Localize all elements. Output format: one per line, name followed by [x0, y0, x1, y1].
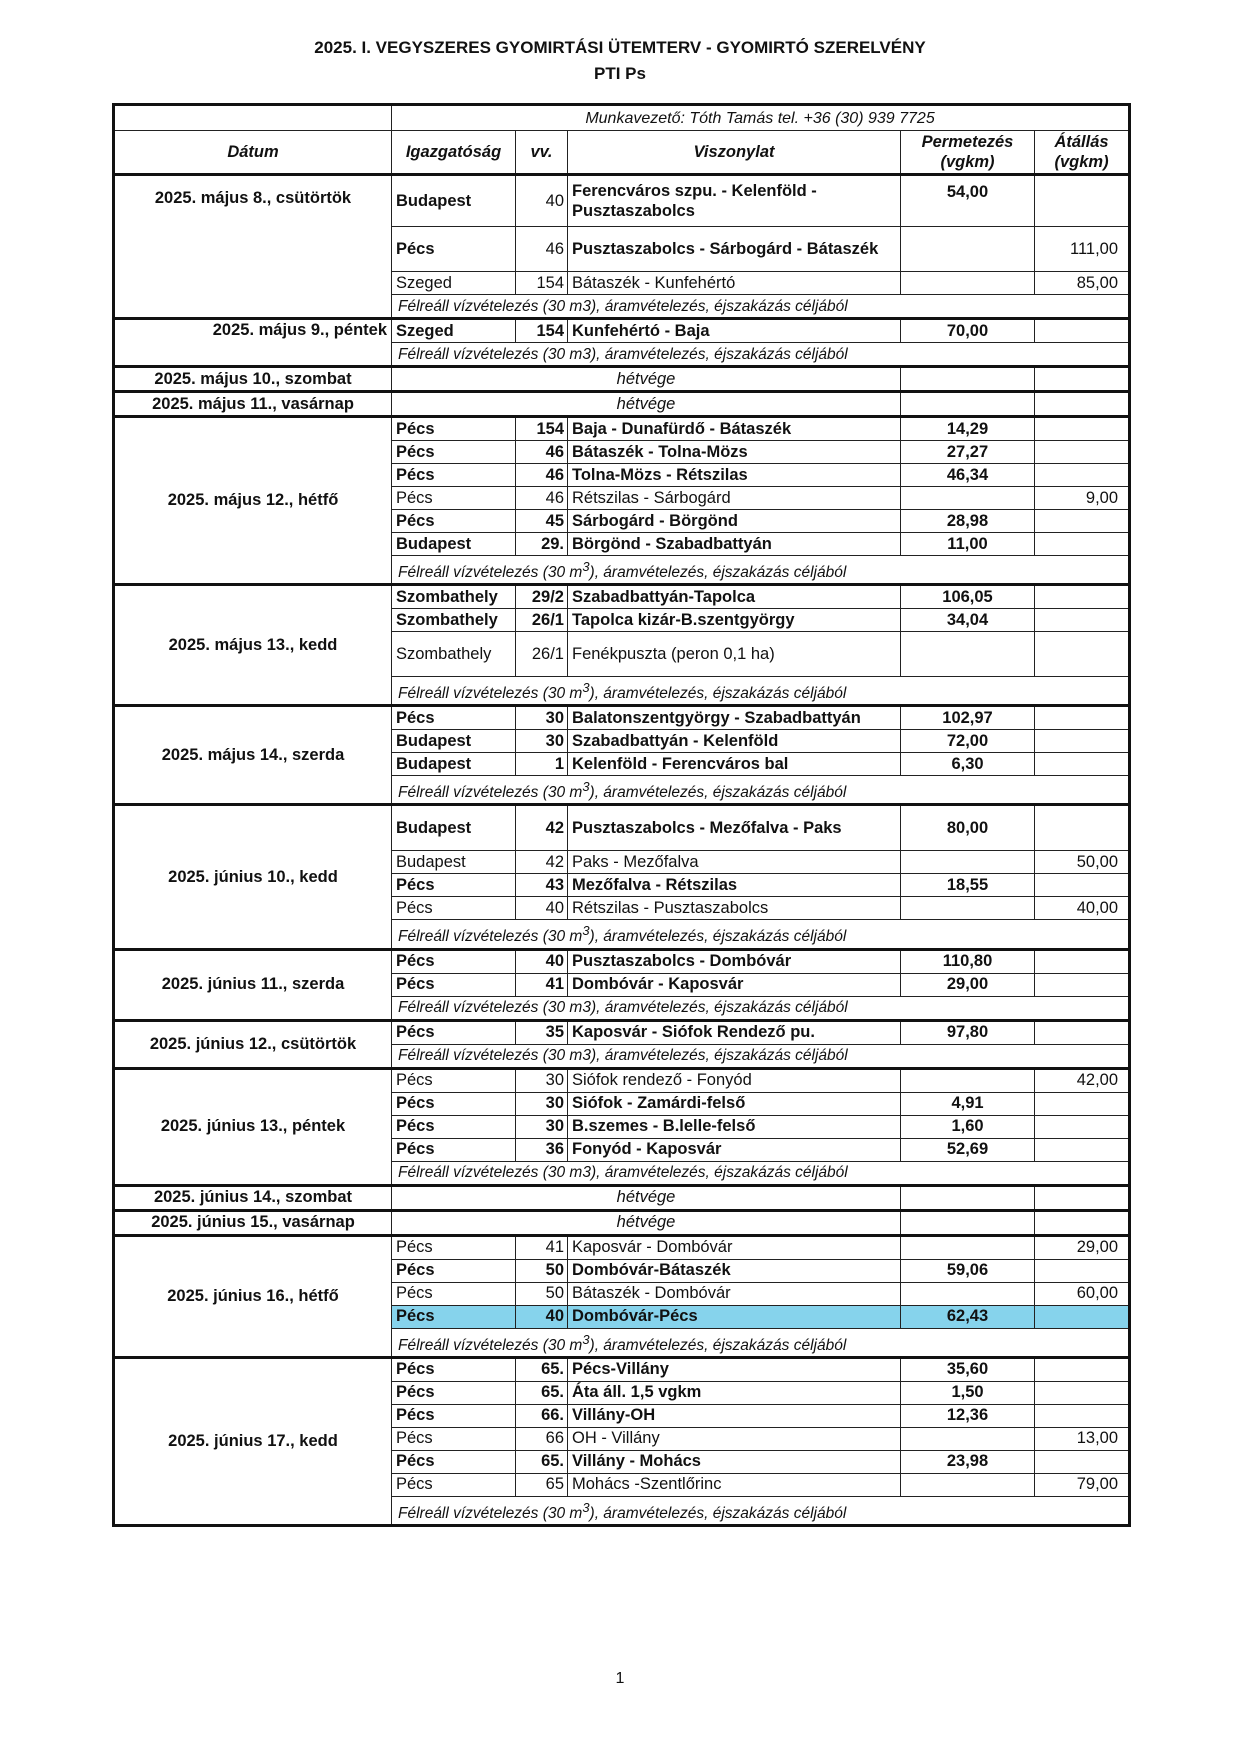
route: Börgönd - Szabadbattyán — [568, 533, 901, 556]
note: Félreáll vízvételezés (30 $m^3$), áramvételezés, éjszakázás céljából — [392, 776, 1130, 805]
col-header-spray: Permetezés (vgkm) — [901, 131, 1035, 175]
directorate: Budapest — [392, 753, 516, 776]
transit-km — [1035, 805, 1130, 851]
directorate: Pécs — [392, 1259, 516, 1282]
directorate: Pécs — [392, 1020, 516, 1044]
route: Dombóvár-Bátaszék — [568, 1259, 901, 1282]
line-number: 42 — [516, 851, 568, 874]
directorate: Pécs — [392, 1092, 516, 1115]
line-number: 36 — [516, 1138, 568, 1161]
directorate: Szombathely — [392, 609, 516, 632]
directorate: Pécs — [392, 1115, 516, 1138]
route: Bátaszék - Kunfehértó — [568, 272, 901, 295]
route: Pusztaszabolcs - Dombóvár — [568, 949, 901, 973]
directorate: Budapest — [392, 175, 516, 227]
day-date: 2025. május 13., kedd — [114, 585, 392, 706]
weekend-label: hétvége — [392, 1210, 901, 1235]
line-number: 30 — [516, 1068, 568, 1092]
route: Rétszilas - Sárbogárd — [568, 487, 901, 510]
spray-km: 80,00 — [901, 805, 1035, 851]
day-date: 2025. május 11., vasárnap — [114, 392, 392, 417]
route: Mezőfalva - Rétszilas — [568, 874, 901, 897]
spray-km: 29,00 — [901, 973, 1035, 996]
line-number: 66 — [516, 1427, 568, 1450]
route: Tapolca kizár-B.szentgyörgy — [568, 609, 901, 632]
spray-km — [901, 1427, 1035, 1450]
note: Félreáll vízvételezés (30 $m^3$), áramvételezés, éjszakázás céljából — [392, 1496, 1130, 1525]
route: Rétszilas - Pusztaszabolcs — [568, 897, 901, 920]
spray-km: 18,55 — [901, 874, 1035, 897]
transit-km: 60,00 — [1035, 1282, 1130, 1305]
spray-km — [901, 897, 1035, 920]
line-number: 30 — [516, 1092, 568, 1115]
transit-km — [1035, 753, 1130, 776]
transit-km — [1035, 1115, 1130, 1138]
route: Villány - Mohács — [568, 1450, 901, 1473]
note: Félreáll vízvételezés (30 m3), áramvételezés, éjszakázás céljából — [392, 343, 1130, 367]
directorate: Pécs — [392, 1450, 516, 1473]
transit-km: 29,00 — [1035, 1235, 1130, 1259]
route: Dombóvár-Pécs — [568, 1305, 901, 1328]
line-number: 40 — [516, 897, 568, 920]
spray-km: 1,60 — [901, 1115, 1035, 1138]
directorate: Pécs — [392, 897, 516, 920]
transit-km — [1035, 417, 1130, 441]
spray-km: 23,98 — [901, 1450, 1035, 1473]
day-date: 2025. június 10., kedd — [114, 805, 392, 949]
spray-km — [901, 851, 1035, 874]
route: Siófok - Zamárdi-felső — [568, 1092, 901, 1115]
directorate: Pécs — [392, 487, 516, 510]
directorate: Pécs — [392, 973, 516, 996]
line-number: 29/2 — [516, 585, 568, 609]
note: Félreáll vízvételezés (30 m3), áramvételezés, éjszakázás céljából — [392, 295, 1130, 319]
route: Kunfehértó - Baja — [568, 319, 901, 343]
route: Paks - Mezőfalva — [568, 851, 901, 874]
day-date: 2025. június 14., szombat — [114, 1185, 392, 1210]
note: Félreáll vízvételezés (30 m3), áramvételezés, éjszakázás céljából — [392, 1161, 1130, 1185]
directorate: Pécs — [392, 417, 516, 441]
directorate: Pécs — [392, 227, 516, 272]
route: Szabadbattyán - Kelenföld — [568, 730, 901, 753]
line-number: 40 — [516, 175, 568, 227]
note: Félreáll vízvételezés (30 $m^3$), áramvételezés, éjszakázás céljából — [392, 920, 1130, 949]
spray-km: 102,97 — [901, 706, 1035, 730]
transit-km — [1035, 441, 1130, 464]
day-date: 2025. május 10., szombat — [114, 367, 392, 392]
transit-km — [1035, 1259, 1130, 1282]
line-number: 154 — [516, 272, 568, 295]
transit-km: 85,00 — [1035, 272, 1130, 295]
spray-km: 35,60 — [901, 1357, 1035, 1381]
spray-km: 14,29 — [901, 417, 1035, 441]
directorate: Budapest — [392, 730, 516, 753]
transit-km — [1035, 874, 1130, 897]
spray-km: 110,80 — [901, 949, 1035, 973]
line-number: 29. — [516, 533, 568, 556]
spray-km: 27,27 — [901, 441, 1035, 464]
spray-km — [901, 227, 1035, 272]
directorate: Pécs — [392, 1138, 516, 1161]
transit-km: 50,00 — [1035, 851, 1130, 874]
spray-km: 106,05 — [901, 585, 1035, 609]
line-number: 46 — [516, 227, 568, 272]
line-number: 65. — [516, 1450, 568, 1473]
day-date: 2025. május 8., csütörtök — [114, 175, 392, 319]
directorate: Szeged — [392, 319, 516, 343]
line-number: 50 — [516, 1259, 568, 1282]
transit-km — [1035, 1381, 1130, 1404]
transit-km — [1035, 1357, 1130, 1381]
route: Kaposvár - Siófok Rendező pu. — [568, 1020, 901, 1044]
day-date: 2025. június 13., péntek — [114, 1068, 392, 1185]
weekend-label: hétvége — [392, 367, 901, 392]
transit-km — [1035, 1092, 1130, 1115]
note: Félreáll vízvételezés (30 $m^3$), áramvételezés, éjszakázás céljából — [392, 556, 1130, 585]
line-number: 154 — [516, 417, 568, 441]
route: Bátaszék - Dombóvár — [568, 1282, 901, 1305]
transit-km — [1035, 730, 1130, 753]
line-number: 45 — [516, 510, 568, 533]
weekend-label: hétvége — [392, 1185, 901, 1210]
note: Félreáll vízvételezés (30 m3), áramvételezés, éjszakázás céljából — [392, 1044, 1130, 1068]
directorate: Pécs — [392, 1282, 516, 1305]
day-date: 2025. június 17., kedd — [114, 1357, 392, 1525]
route: Pusztaszabolcs - Mezőfalva - Paks — [568, 805, 901, 851]
route: Fenékpuszta (peron 0,1 ha) — [568, 632, 901, 677]
transit-km — [1035, 1404, 1130, 1427]
note: Félreáll vízvételezés (30 $m^3$), áramvételezés, éjszakázás céljából — [392, 677, 1130, 706]
directorate: Pécs — [392, 1235, 516, 1259]
spray-km — [901, 1068, 1035, 1092]
day-date: 2025. május 12., hétfő — [114, 417, 392, 585]
route: Baja - Dunafürdő - Bátaszék — [568, 417, 901, 441]
col-header-date: Dátum — [114, 131, 392, 175]
directorate: Pécs — [392, 874, 516, 897]
line-number: 46 — [516, 464, 568, 487]
spray-km: 59,06 — [901, 1259, 1035, 1282]
directorate: Pécs — [392, 1305, 516, 1328]
manager-line: Munkavezető: Tóth Tamás tel. +36 (30) 939 7725 — [392, 105, 1130, 131]
directorate: Pécs — [392, 949, 516, 973]
transit-km: 40,00 — [1035, 897, 1130, 920]
route: Siófok rendező - Fonyód — [568, 1068, 901, 1092]
transit-km — [1035, 175, 1130, 227]
directorate: Budapest — [392, 533, 516, 556]
transit-km — [1035, 706, 1130, 730]
route: Ferencváros szpu. - Kelenföld - Pusztaszabolcs — [568, 175, 901, 227]
document-title: 2025. I. VEGYSZERES GYOMIRTÁSI ÜTEMTERV - GYOMIRTÓ SZERELVÉNY — [314, 38, 926, 57]
day-date: 2025. június 15., vasárnap — [114, 1210, 392, 1235]
transit-km: 13,00 — [1035, 1427, 1130, 1450]
route: Kelenföld - Ferencváros bal — [568, 753, 901, 776]
spray-km: 11,00 — [901, 533, 1035, 556]
transit-km — [1035, 585, 1130, 609]
spray-km — [901, 272, 1035, 295]
transit-km — [1035, 1305, 1130, 1328]
route: Balatonszentgyörgy - Szabadbattyán — [568, 706, 901, 730]
line-number: 30 — [516, 706, 568, 730]
line-number: 30 — [516, 1115, 568, 1138]
transit-km — [1035, 1450, 1130, 1473]
directorate: Pécs — [392, 510, 516, 533]
transit-km — [1035, 1020, 1130, 1044]
directorate: Pécs — [392, 1357, 516, 1381]
transit-km — [1035, 973, 1130, 996]
col-header-vv: vv. — [516, 131, 568, 175]
spray-km: 72,00 — [901, 730, 1035, 753]
spray-km — [901, 1473, 1035, 1496]
line-number: 50 — [516, 1282, 568, 1305]
spray-km: 62,43 — [901, 1305, 1035, 1328]
page-number: 1 — [615, 1670, 625, 1687]
day-date: 2025. június 11., szerda — [114, 949, 392, 1020]
document-subtitle: PTI Ps — [594, 64, 646, 83]
line-number: 41 — [516, 973, 568, 996]
line-number: 65 — [516, 1473, 568, 1496]
route: Mohács -Szentlőrinc — [568, 1473, 901, 1496]
transit-km: 79,00 — [1035, 1473, 1130, 1496]
spray-km: 6,30 — [901, 753, 1035, 776]
line-number: 40 — [516, 949, 568, 973]
day-date: 2025. május 9., péntek — [114, 319, 392, 367]
line-number: 26/1 — [516, 632, 568, 677]
transit-km: 111,00 — [1035, 227, 1130, 272]
transit-km — [1035, 609, 1130, 632]
directorate: Szombathely — [392, 585, 516, 609]
transit-km — [1035, 1138, 1130, 1161]
col-header-route: Viszonylat — [568, 131, 901, 175]
day-date: 2025. június 12., csütörtök — [114, 1020, 392, 1068]
transit-km — [1035, 510, 1130, 533]
line-number: 1 — [516, 753, 568, 776]
spray-km: 46,34 — [901, 464, 1035, 487]
day-date: 2025. május 14., szerda — [114, 706, 392, 805]
spray-km — [901, 1235, 1035, 1259]
directorate: Budapest — [392, 851, 516, 874]
route: Tolna-Mözs - Rétszilas — [568, 464, 901, 487]
route: Pécs-Villány — [568, 1357, 901, 1381]
line-number: 41 — [516, 1235, 568, 1259]
line-number: 35 — [516, 1020, 568, 1044]
line-number: 26/1 — [516, 609, 568, 632]
transit-km — [1035, 464, 1130, 487]
directorate: Pécs — [392, 464, 516, 487]
route: Sárbogárd - Börgönd — [568, 510, 901, 533]
route: Pusztaszabolcs - Sárbogárd - Bátaszék — [568, 227, 901, 272]
transit-km: 42,00 — [1035, 1068, 1130, 1092]
route: Villány-OH — [568, 1404, 901, 1427]
line-number: 42 — [516, 805, 568, 851]
route: OH - Villány — [568, 1427, 901, 1450]
line-number: 40 — [516, 1305, 568, 1328]
note: Félreáll vízvételezés (30 m3), áramvételezés, éjszakázás céljából — [392, 996, 1130, 1020]
transit-km — [1035, 949, 1130, 973]
col-header-directorate: Igazgatóság — [392, 131, 516, 175]
route: B.szemes - B.lelle-felső — [568, 1115, 901, 1138]
line-number: 46 — [516, 487, 568, 510]
transit-km — [1035, 319, 1130, 343]
note: Félreáll vízvételezés (30 $m^3$), áramvételezés, éjszakázás céljából — [392, 1328, 1130, 1357]
directorate: Pécs — [392, 441, 516, 464]
route: Kaposvár - Dombóvár — [568, 1235, 901, 1259]
directorate: Szeged — [392, 272, 516, 295]
line-number: 46 — [516, 441, 568, 464]
route: Bátaszék - Tolna-Mözs — [568, 441, 901, 464]
line-number: 154 — [516, 319, 568, 343]
directorate: Pécs — [392, 706, 516, 730]
spray-km: 70,00 — [901, 319, 1035, 343]
spray-km: 52,69 — [901, 1138, 1035, 1161]
spray-km — [901, 1282, 1035, 1305]
spray-km: 12,36 — [901, 1404, 1035, 1427]
header-empty — [114, 105, 392, 131]
spray-km: 4,91 — [901, 1092, 1035, 1115]
spray-km — [901, 487, 1035, 510]
line-number: 65. — [516, 1381, 568, 1404]
line-number: 65. — [516, 1357, 568, 1381]
route: Szabadbattyán-Tapolca — [568, 585, 901, 609]
transit-km — [1035, 632, 1130, 677]
line-number: 66. — [516, 1404, 568, 1427]
directorate: Pécs — [392, 1404, 516, 1427]
spray-km: 34,04 — [901, 609, 1035, 632]
day-date: 2025. június 16., hétfő — [114, 1235, 392, 1357]
transit-km: 9,00 — [1035, 487, 1130, 510]
spray-km: 97,80 — [901, 1020, 1035, 1044]
directorate: Pécs — [392, 1381, 516, 1404]
directorate: Pécs — [392, 1427, 516, 1450]
line-number: 43 — [516, 874, 568, 897]
col-header-transit: Átállás (vgkm) — [1035, 131, 1130, 175]
weekend-label: hétvége — [392, 392, 901, 417]
directorate: Pécs — [392, 1068, 516, 1092]
spray-km — [901, 632, 1035, 677]
transit-km — [1035, 533, 1130, 556]
spray-km: 54,00 — [901, 175, 1035, 227]
spray-km: 28,98 — [901, 510, 1035, 533]
directorate: Pécs — [392, 1473, 516, 1496]
schedule-table — [112, 103, 1131, 1527]
route: Dombóvár - Kaposvár — [568, 973, 901, 996]
route: Fonyód - Kaposvár — [568, 1138, 901, 1161]
directorate: Budapest — [392, 805, 516, 851]
route: Áta áll. 1,5 vgkm — [568, 1381, 901, 1404]
spray-km: 1,50 — [901, 1381, 1035, 1404]
directorate: Szombathely — [392, 632, 516, 677]
line-number: 30 — [516, 730, 568, 753]
